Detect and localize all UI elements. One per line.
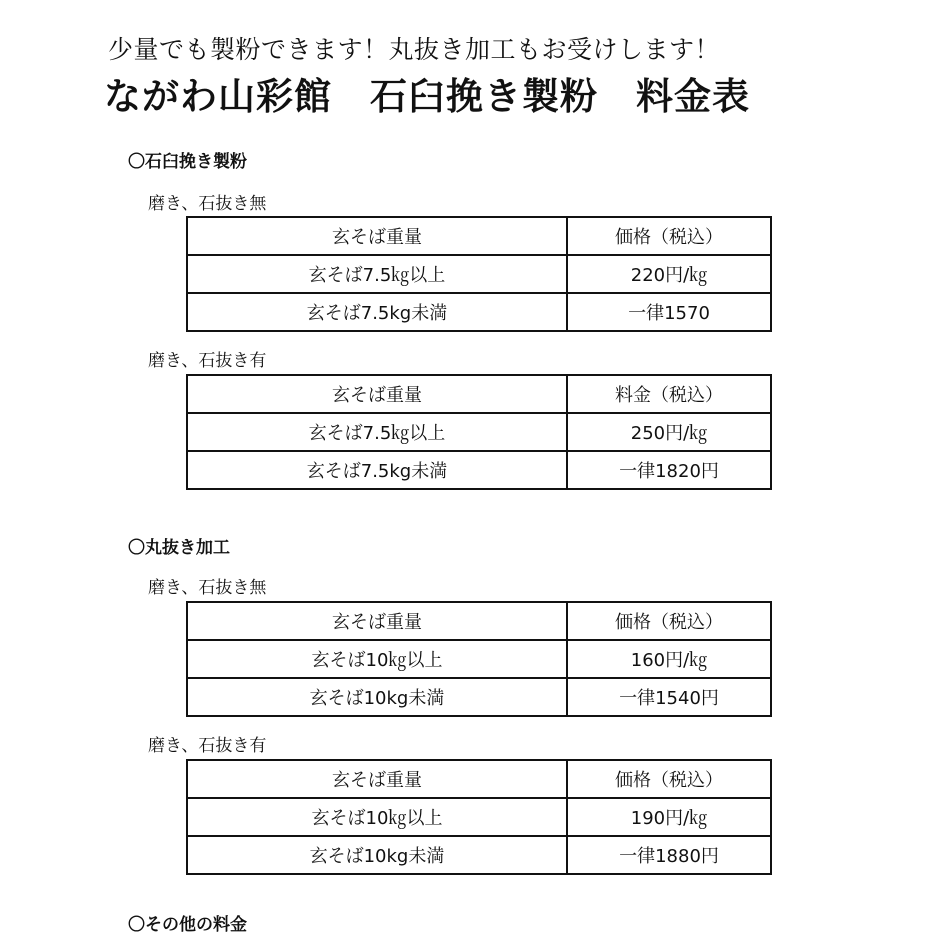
table-header-cell: 料金（税込） xyxy=(567,375,771,413)
table-row xyxy=(187,678,771,716)
table-header-row xyxy=(187,760,771,798)
table-row xyxy=(187,798,771,836)
table-header-cell: 価格（税込） xyxy=(567,602,771,640)
table-cell: 一律1570 xyxy=(567,293,771,331)
table-cell: 玄そば10kg未満 xyxy=(187,836,567,874)
table-header-cell: 玄そば重量 xyxy=(187,760,567,798)
table-row xyxy=(187,451,771,489)
section-heading-hulling: 〇丸抜き加工 xyxy=(128,538,230,558)
table-cell: 一律1820円 xyxy=(567,451,771,489)
table-cell: 玄そば10㎏以上 xyxy=(187,640,567,678)
table-row xyxy=(187,836,771,874)
group-heading: 磨き、石抜き無 xyxy=(148,578,267,598)
table-header-row xyxy=(187,375,771,413)
table-cell: 160円/㎏ xyxy=(567,640,771,678)
table-cell: 玄そば7.5㎏以上 xyxy=(187,413,567,451)
group-heading: 磨き、石抜き無 xyxy=(148,194,267,214)
table-cell: 220円/㎏ xyxy=(567,255,771,293)
table-cell: 250円/㎏ xyxy=(567,413,771,451)
price-table xyxy=(186,374,772,490)
group-heading: 磨き、石抜き有 xyxy=(148,351,267,371)
table-cell: 玄そば10kg未満 xyxy=(187,678,567,716)
price-table xyxy=(186,759,772,875)
table-row xyxy=(187,293,771,331)
section-heading-stone-milling: 〇石臼挽き製粉 xyxy=(128,152,247,172)
group-heading: 磨き、石抜き有 xyxy=(148,736,267,756)
table-cell: 玄そば7.5㎏以上 xyxy=(187,255,567,293)
table-header-cell: 価格（税込） xyxy=(567,217,771,255)
table-header-row xyxy=(187,602,771,640)
table-row xyxy=(187,640,771,678)
table-row xyxy=(187,413,771,451)
table-header-cell: 価格（税込） xyxy=(567,760,771,798)
table-cell: 玄そば10㎏以上 xyxy=(187,798,567,836)
table-header-cell: 玄そば重量 xyxy=(187,602,567,640)
table-header-cell: 玄そば重量 xyxy=(187,217,567,255)
table-row xyxy=(187,255,771,293)
subtitle: 少量でも製粉できます！丸抜き加工もお受けします！ xyxy=(108,35,721,64)
table-cell: 190円/㎏ xyxy=(567,798,771,836)
price-table xyxy=(186,216,772,332)
table-cell: 一律1540円 xyxy=(567,678,771,716)
table-cell: 一律1880円 xyxy=(567,836,771,874)
page-title: ながわ山彩館 石臼挽き製粉 料金表 xyxy=(104,75,750,118)
price-table xyxy=(186,601,772,717)
table-header-row xyxy=(187,217,771,255)
table-cell: 玄そば7.5kg未満 xyxy=(187,451,567,489)
table-cell: 玄そば7.5kg未満 xyxy=(187,293,567,331)
section-heading-other-fees: 〇その他の料金 xyxy=(128,915,247,935)
table-header-cell: 玄そば重量 xyxy=(187,375,567,413)
